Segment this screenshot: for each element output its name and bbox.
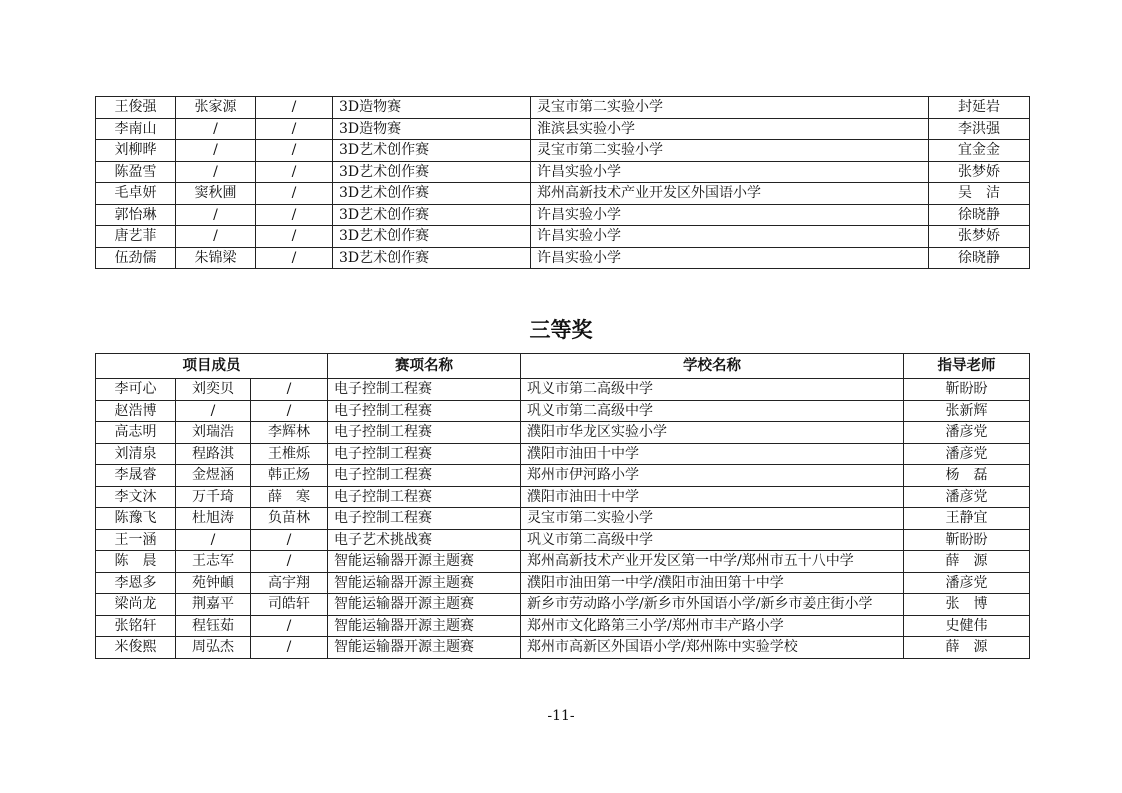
table-row [96,118,1030,140]
member-3-cell: / [251,637,328,659]
school-name-cell: 许昌实验小学 [531,226,929,248]
school-name-cell: 濮阳市油田十中学 [521,486,904,508]
award-table-continued [95,96,1030,269]
member-2-cell: 朱锦梁 [176,247,256,269]
table-row [96,379,1030,401]
school-name-cell: 濮阳市华龙区实验小学 [521,422,904,444]
teacher-name-cell: 封延岩 [929,97,1030,119]
event-name-cell: 电子艺术挑战赛 [328,529,521,551]
school-name-cell: 许昌实验小学 [531,161,929,183]
school-name-cell: 灵宝市第二实验小学 [531,140,929,162]
member-3-cell: 负苗林 [251,508,328,530]
member-2-cell: 程路淇 [176,443,251,465]
teacher-name-cell: 宜金金 [929,140,1030,162]
table-row [96,637,1030,659]
member-3-cell: 王椎烁 [251,443,328,465]
member-1-cell: 张铭轩 [96,615,176,637]
member-2-cell: 周弘杰 [176,637,251,659]
event-name-cell: 智能运输器开源主题赛 [328,594,521,616]
teacher-name-cell: 王静宜 [904,508,1030,530]
member-1-cell: 毛卓妍 [96,183,176,205]
member-1-cell: 李可心 [96,379,176,401]
member-3-cell: / [251,529,328,551]
table-row [96,465,1030,487]
member-1-cell: 郭怡琳 [96,204,176,226]
member-2-cell: 刘瑞浩 [176,422,251,444]
member-1-cell: 李晟睿 [96,465,176,487]
member-3-cell: 高宇翔 [251,572,328,594]
table-row [96,508,1030,530]
member-1-cell: 王一涵 [96,529,176,551]
section-title: 三等奖 [529,318,593,342]
event-name-cell: 3D造物赛 [333,97,531,119]
school-name-cell: 灵宝市第二实验小学 [531,97,929,119]
school-name-cell: 郑州市文化路第三小学/郑州市丰产路小学 [521,615,904,637]
teacher-name-cell: 薛 源 [904,637,1030,659]
teacher-name-cell: 薛 源 [904,551,1030,573]
page-number: -11- [547,708,575,724]
event-name-cell: 电子控制工程赛 [328,508,521,530]
member-1-cell: 陈豫飞 [96,508,176,530]
member-3-cell: 韩正炀 [251,465,328,487]
event-name-cell: 3D艺术创作赛 [333,140,531,162]
school-name-cell: 濮阳市油田第一中学/濮阳市油田第十中学 [521,572,904,594]
teacher-name-cell: 张 博 [904,594,1030,616]
school-name-cell: 新乡市劳动路小学/新乡市外国语小学/新乡市姜庄街小学 [521,594,904,616]
table-row [96,529,1030,551]
event-name-cell: 3D艺术创作赛 [333,204,531,226]
table-row [96,486,1030,508]
member-3-cell: / [256,97,333,119]
school-name-cell: 郑州市高新区外国语小学/郑州陈中实验学校 [521,637,904,659]
teacher-name-cell: 杨 磊 [904,465,1030,487]
member-1-cell: 唐艺菲 [96,226,176,248]
event-name-cell: 3D造物赛 [333,118,531,140]
member-3-cell: / [256,226,333,248]
member-1-cell: 陈盈雪 [96,161,176,183]
member-3-cell: 薛 寒 [251,486,328,508]
header-event: 赛项名称 [328,354,521,379]
school-name-cell: 巩义市第二高级中学 [521,400,904,422]
school-name-cell: 灵宝市第二实验小学 [521,508,904,530]
member-2-cell: 苑钟頔 [176,572,251,594]
table-row [96,594,1030,616]
school-name-cell: 巩义市第二高级中学 [521,379,904,401]
school-name-cell: 郑州市伊河路小学 [521,465,904,487]
member-3-cell: / [256,247,333,269]
teacher-name-cell: 张新辉 [904,400,1030,422]
member-3-cell: / [256,118,333,140]
event-name-cell: 电子控制工程赛 [328,486,521,508]
third-prize-table [95,353,1030,659]
header-teacher: 指导老师 [904,354,1030,379]
member-2-cell: / [176,118,256,140]
table-row [96,140,1030,162]
member-1-cell: 李南山 [96,118,176,140]
event-name-cell: 电子控制工程赛 [328,465,521,487]
table-row [96,572,1030,594]
table-header-row [96,354,1030,379]
member-3-cell: / [251,400,328,422]
member-2-cell: / [176,161,256,183]
teacher-name-cell: 徐晓静 [929,247,1030,269]
school-name-cell: 郑州高新技术产业开发区第一中学/郑州市五十八中学 [521,551,904,573]
school-name-cell: 濮阳市油田十中学 [521,443,904,465]
event-name-cell: 电子控制工程赛 [328,443,521,465]
teacher-name-cell: 靳盼盼 [904,379,1030,401]
teacher-name-cell: 李洪强 [929,118,1030,140]
member-2-cell: 金煜涵 [176,465,251,487]
table-row [96,443,1030,465]
header-members: 项目成员 [96,354,328,379]
member-1-cell: 高志明 [96,422,176,444]
member-1-cell: 赵浩博 [96,400,176,422]
member-1-cell: 刘清泉 [96,443,176,465]
member-2-cell: / [176,140,256,162]
member-2-cell: 荆嘉平 [176,594,251,616]
teacher-name-cell: 张梦娇 [929,161,1030,183]
member-2-cell: / [176,400,251,422]
event-name-cell: 智能运输器开源主题赛 [328,551,521,573]
member-3-cell: 司皓轩 [251,594,328,616]
teacher-name-cell: 潘彦党 [904,486,1030,508]
member-3-cell: / [251,379,328,401]
member-3-cell: 李辉林 [251,422,328,444]
member-3-cell: / [251,615,328,637]
event-name-cell: 智能运输器开源主题赛 [328,572,521,594]
member-1-cell: 陈 晨 [96,551,176,573]
teacher-name-cell: 潘彦党 [904,422,1030,444]
school-name-cell: 巩义市第二高级中学 [521,529,904,551]
member-2-cell: / [176,226,256,248]
teacher-name-cell: 徐晓静 [929,204,1030,226]
event-name-cell: 3D艺术创作赛 [333,226,531,248]
table-row [96,204,1030,226]
school-name-cell: 淮滨县实验小学 [531,118,929,140]
table-row [96,247,1030,269]
event-name-cell: 3D艺术创作赛 [333,183,531,205]
member-2-cell: 程钰茹 [176,615,251,637]
member-2-cell: 张家源 [176,97,256,119]
member-1-cell: 米俊熙 [96,637,176,659]
member-2-cell: 窦秋圃 [176,183,256,205]
event-name-cell: 电子控制工程赛 [328,379,521,401]
school-name-cell: 许昌实验小学 [531,247,929,269]
event-name-cell: 3D艺术创作赛 [333,161,531,183]
member-1-cell: 伍劲儒 [96,247,176,269]
table-row [96,97,1030,119]
member-3-cell: / [256,140,333,162]
table-row [96,422,1030,444]
teacher-name-cell: 潘彦党 [904,443,1030,465]
member-2-cell: 杜旭涛 [176,508,251,530]
table-row [96,551,1030,573]
teacher-name-cell: 张梦娇 [929,226,1030,248]
header-school: 学校名称 [521,354,904,379]
member-1-cell: 王俊强 [96,97,176,119]
member-2-cell: 王志军 [176,551,251,573]
member-3-cell: / [256,183,333,205]
member-3-cell: / [251,551,328,573]
school-name-cell: 郑州高新技术产业开发区外国语小学 [531,183,929,205]
table-row [96,226,1030,248]
event-name-cell: 电子控制工程赛 [328,422,521,444]
teacher-name-cell: 潘彦党 [904,572,1030,594]
teacher-name-cell: 吴 洁 [929,183,1030,205]
event-name-cell: 智能运输器开源主题赛 [328,637,521,659]
third-prize-table-body [96,379,1030,659]
teacher-name-cell: 史健伟 [904,615,1030,637]
event-name-cell: 智能运输器开源主题赛 [328,615,521,637]
teacher-name-cell: 靳盼盼 [904,529,1030,551]
table-row [96,615,1030,637]
table-row [96,183,1030,205]
member-3-cell: / [256,204,333,226]
member-1-cell: 李恩多 [96,572,176,594]
event-name-cell: 电子控制工程赛 [328,400,521,422]
table-row [96,161,1030,183]
member-1-cell: 刘柳晔 [96,140,176,162]
member-2-cell: / [176,529,251,551]
member-1-cell: 李文沐 [96,486,176,508]
table-row [96,400,1030,422]
member-2-cell: 万千琦 [176,486,251,508]
event-name-cell: 3D艺术创作赛 [333,247,531,269]
school-name-cell: 许昌实验小学 [531,204,929,226]
member-1-cell: 梁尚龙 [96,594,176,616]
award-table-continued-body [96,97,1030,269]
member-2-cell: / [176,204,256,226]
member-2-cell: 刘奕贝 [176,379,251,401]
member-3-cell: / [256,161,333,183]
